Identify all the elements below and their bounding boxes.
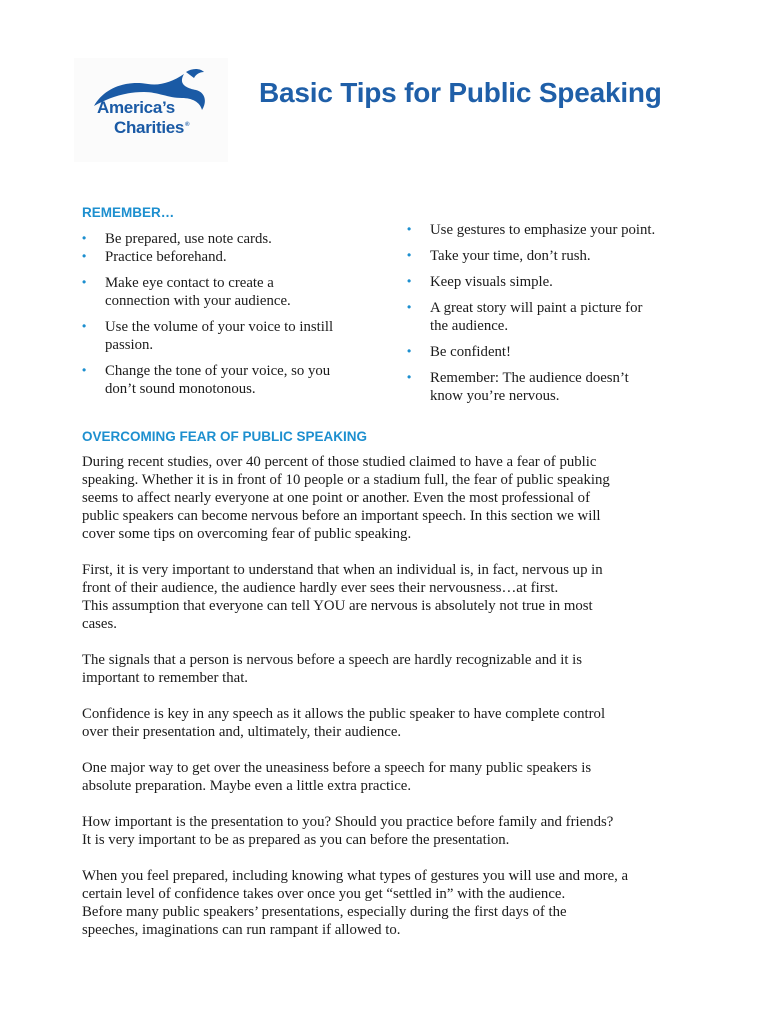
remember-list-right (407, 221, 717, 405)
bullet-dot-icon: • (82, 231, 87, 245)
body-line: speeches, imaginations can run rampant if allowed to. (82, 922, 401, 938)
bullet-dot-icon: • (82, 275, 87, 289)
bullet-item-text: Be confident! (430, 344, 511, 360)
body-line: cases. (82, 616, 117, 632)
logo-text-line2 (114, 118, 189, 138)
body-line: important to remember that. (82, 670, 249, 686)
bullet-item (82, 318, 382, 354)
body-line: During recent studies, over 40 percent of those studied claimed to have a fear of public (82, 454, 597, 470)
body-line: public speakers can become nervous before an important speech. In this section we will (82, 508, 601, 524)
bullet-dot-icon: • (407, 222, 412, 236)
page-title: Basic Tips for Public Speaking (259, 77, 662, 108)
bullet-item-text: Take your time, don’t rush. (430, 248, 591, 264)
logo-text-charities: Charities (114, 118, 185, 137)
body-paragraph (82, 561, 702, 633)
body-line: seems to affect nearly everyone at one point or another. Even the most professional of (82, 490, 590, 506)
bullet-item (407, 247, 717, 265)
body-line: speaking. Whether it is in front of 10 people or a stadium full, the fear of public speaking (82, 472, 610, 488)
bullet-item (407, 221, 717, 239)
body-paragraph (82, 813, 702, 849)
bullet-item-text: know you’re nervous. (430, 388, 560, 404)
body-line: How important is the presentation to you? Should you practice before family and friends? (82, 814, 614, 830)
body-paragraph (82, 759, 702, 795)
bullet-item-text: don’t sound monotonous. (105, 381, 256, 397)
body-line: Confidence is key in any speech as it allows the public speaker to have complete control (82, 706, 606, 722)
body-paragraph (82, 867, 702, 939)
remember-list-left (82, 230, 382, 398)
bullet-item-text: the audience. (430, 318, 509, 334)
body-line: over their presentation and, ultimately, their audience. (82, 724, 402, 740)
body-paragraph (82, 453, 702, 543)
body-paragraph (82, 705, 702, 741)
bullet-item (407, 369, 717, 405)
bullet-item (82, 248, 382, 266)
body-line: absolute preparation. Maybe even a little extra practice. (82, 778, 412, 794)
bullet-item-text: Be prepared, use note cards. (105, 231, 272, 247)
bullet-dot-icon: • (82, 363, 87, 377)
bullet-item (407, 299, 717, 335)
body-line: This assumption that everyone can tell YOU are nervous is absolutely not true in most (82, 598, 593, 614)
bullet-dot-icon: • (407, 248, 412, 262)
body-line: The signals that a person is nervous before a speech are hardly recognizable and it is (82, 652, 583, 668)
body-line: cover some tips on overcoming fear of public speaking. (82, 526, 412, 542)
bullet-dot-icon: • (407, 344, 412, 358)
bullet-item (82, 274, 382, 310)
bullet-item-text: Remember: The audience doesn’t (430, 370, 629, 386)
bullet-item-text: Practice beforehand. (105, 249, 227, 265)
bullet-item-text: Change the tone of your voice, so you (105, 363, 331, 379)
bullet-item-text: Make eye contact to create a (105, 275, 274, 291)
bullet-item-text: Use the volume of your voice to instill (105, 319, 334, 335)
overcoming-heading: OVERCOMING FEAR OF PUBLIC SPEAKING (82, 429, 368, 444)
bullet-dot-icon: • (82, 319, 87, 333)
bullet-item-text: passion. (105, 337, 154, 353)
bullet-dot-icon: • (407, 370, 412, 384)
bullet-dot-icon: • (407, 274, 412, 288)
logo-text-line1: America’s (97, 98, 175, 117)
body-line: When you feel prepared, including knowing what types of gestures you will use and more, a (82, 868, 629, 884)
bullet-item (82, 362, 382, 398)
bullet-item-text: A great story will paint a picture for (430, 300, 643, 316)
bullet-item-text: Use gestures to emphasize your point. (430, 222, 656, 238)
bullet-item (407, 343, 717, 361)
body-paragraph (82, 651, 702, 687)
bullet-dot-icon: • (407, 300, 412, 314)
bullet-item-text: Keep visuals simple. (430, 274, 553, 290)
registered-mark: ® (185, 122, 190, 128)
body-line: certain level of confidence takes over once you get “settled in” with the audience. (82, 886, 566, 902)
body-line: First, it is very important to understand that when an individual is, in fact, nervous up in (82, 562, 603, 578)
body-line: It is very important to be as prepared as you can before the presentation. (82, 832, 510, 848)
bullet-item (82, 230, 382, 248)
bullet-item-text: connection with your audience. (105, 293, 291, 309)
body-line: One major way to get over the uneasiness before a speech for many public speakers is (82, 760, 592, 776)
overcoming-body (82, 453, 702, 957)
body-line: Before many public speakers’ presentations, especially during the first days of the (82, 904, 567, 920)
bullet-dot-icon: • (82, 249, 87, 263)
americas-charities-logo (74, 58, 228, 162)
remember-heading: REMEMBER… (82, 205, 175, 220)
body-line: front of their audience, the audience hardly ever sees their nervousness…at first. (82, 580, 559, 596)
bullet-item (407, 273, 717, 291)
